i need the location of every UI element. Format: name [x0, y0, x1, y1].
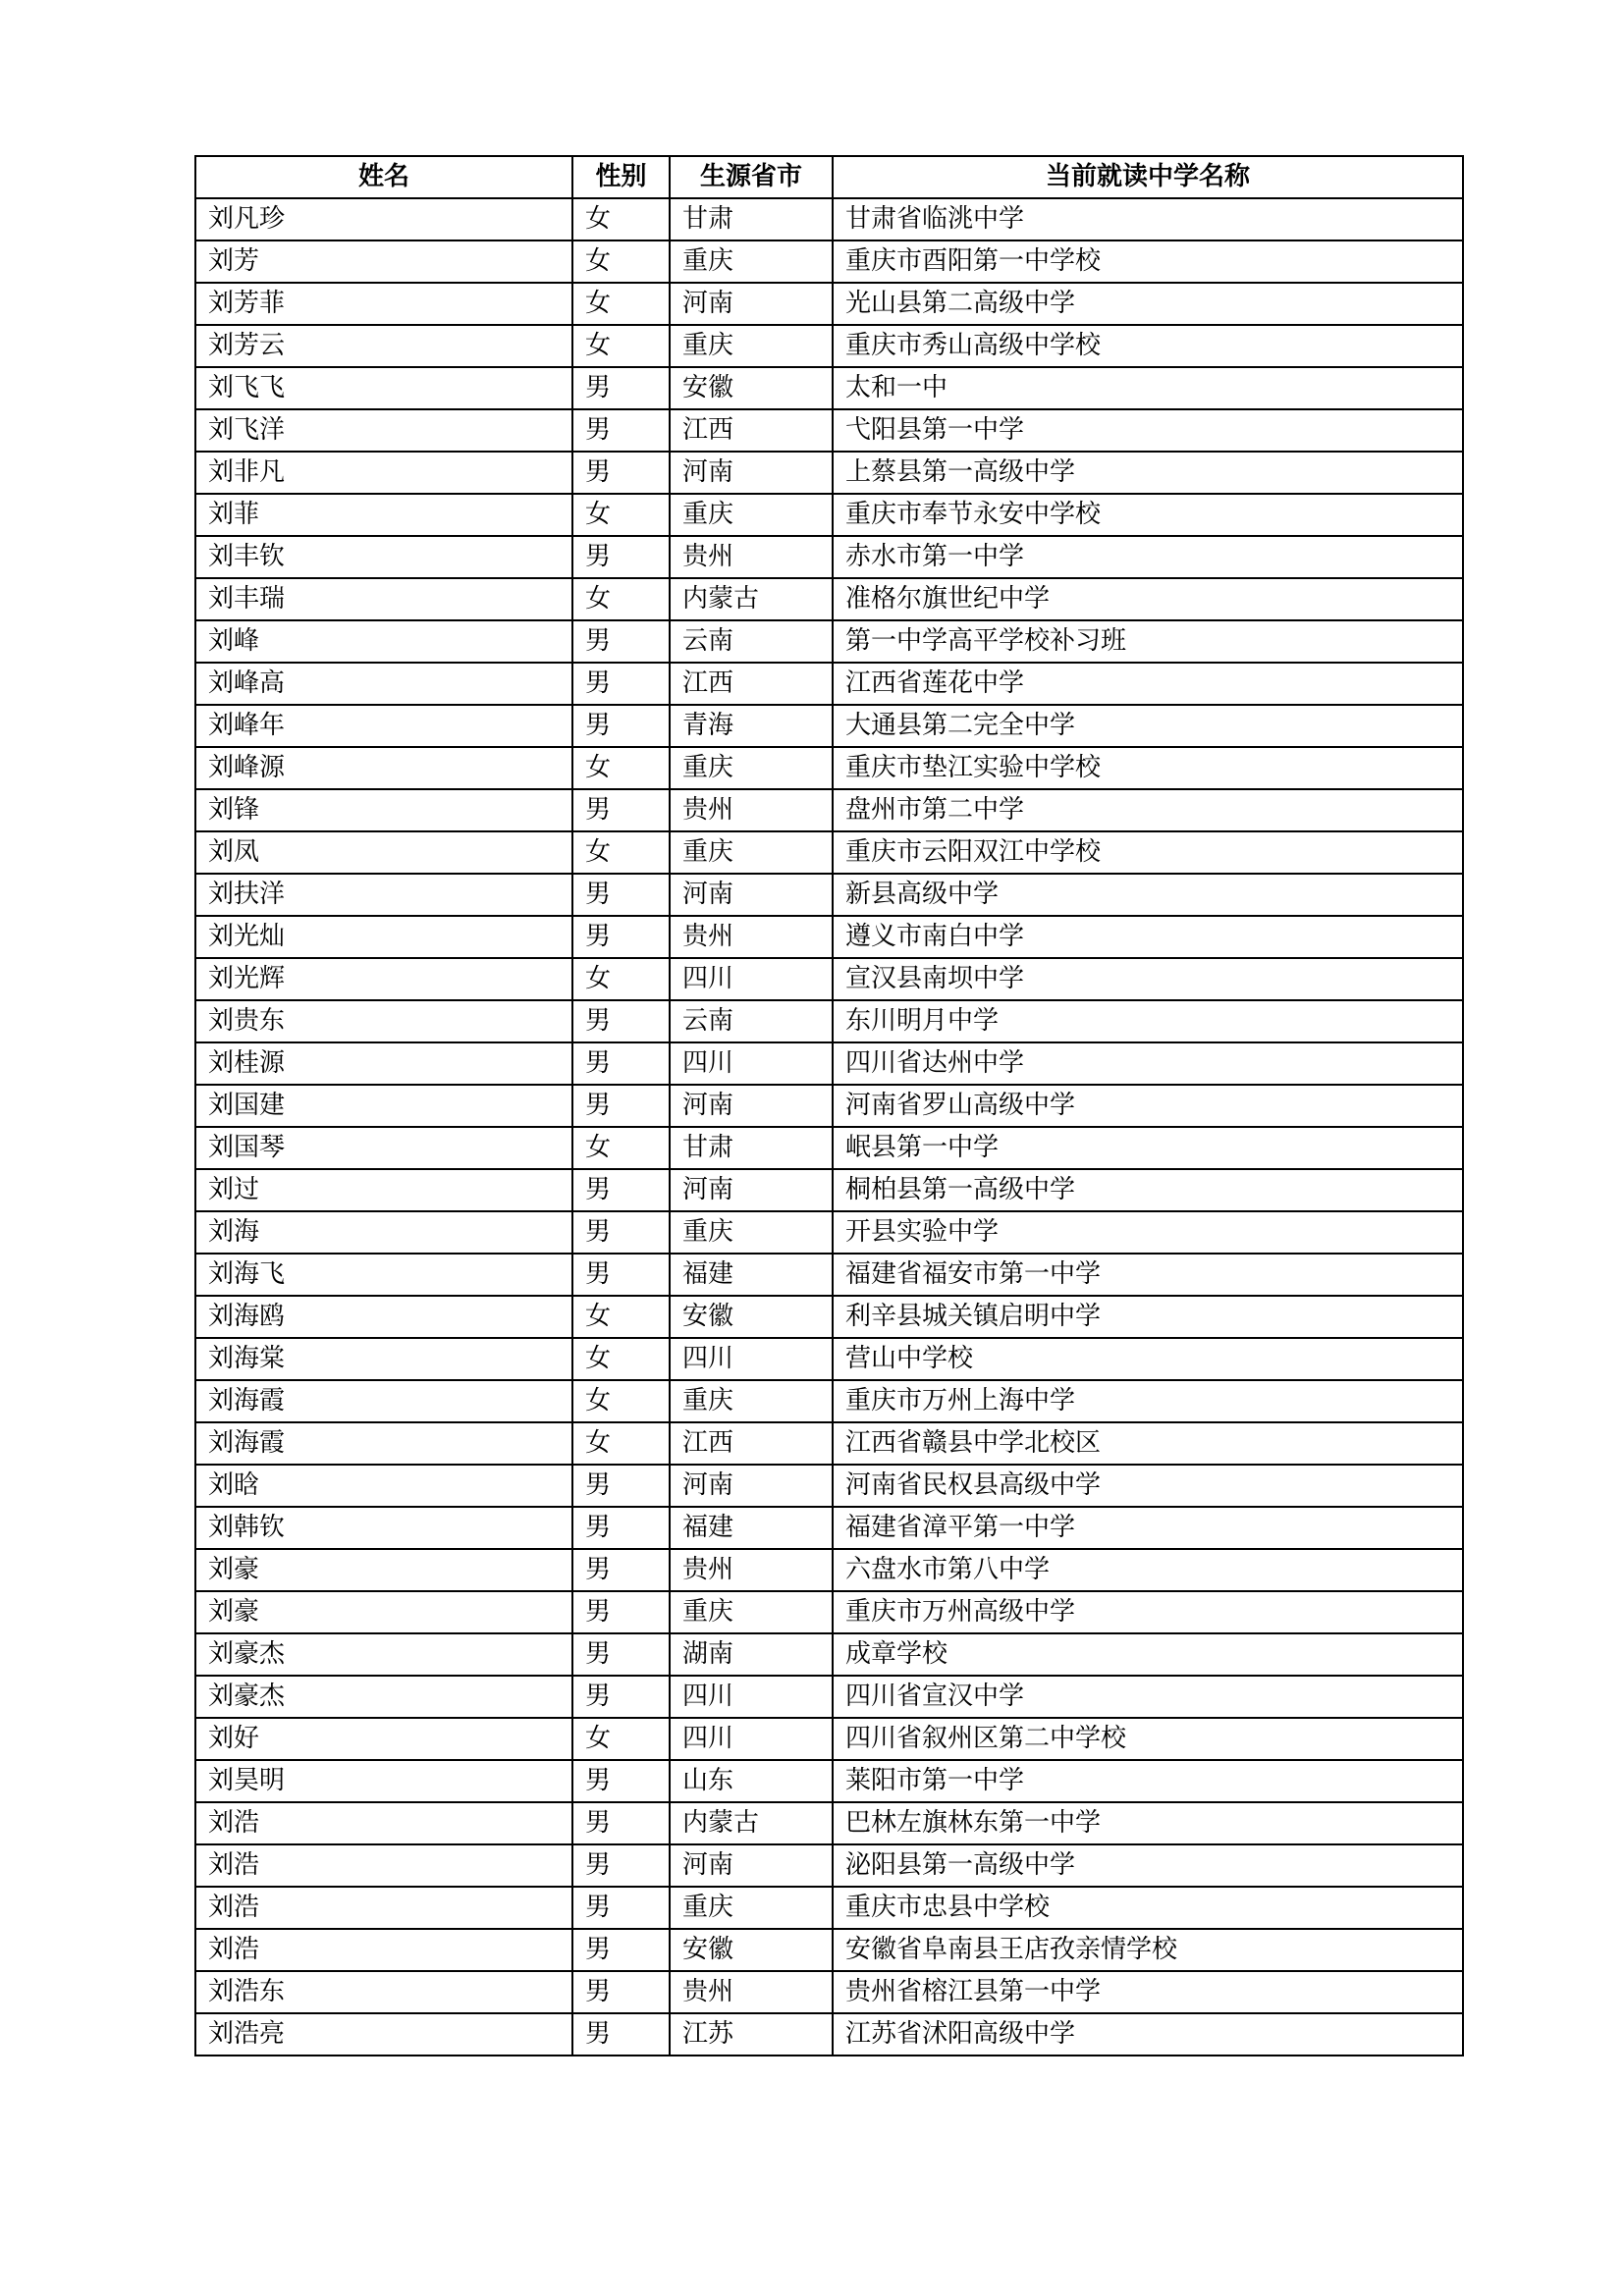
cell-gender: 女	[572, 1380, 670, 1422]
cell-school: 宣汉县南坝中学	[833, 958, 1463, 1000]
cell-school: 重庆市忠县中学校	[833, 1887, 1463, 1929]
cell-school: 江苏省沭阳高级中学	[833, 2013, 1463, 2056]
cell-name: 刘昊明	[195, 1760, 572, 1802]
cell-school: 重庆市万州高级中学	[833, 1591, 1463, 1633]
cell-gender: 女	[572, 240, 670, 283]
cell-school: 成章学校	[833, 1633, 1463, 1676]
cell-school: 泌阳县第一高级中学	[833, 1844, 1463, 1887]
table-row	[195, 1211, 1463, 1254]
cell-province: 内蒙古	[670, 1802, 833, 1844]
cell-gender: 男	[572, 916, 670, 958]
cell-province: 贵州	[670, 789, 833, 831]
cell-school: 四川省达州中学	[833, 1042, 1463, 1085]
table-row	[195, 1844, 1463, 1887]
table-row	[195, 1085, 1463, 1127]
cell-name: 刘飞飞	[195, 367, 572, 409]
cell-gender: 男	[572, 1971, 670, 2013]
cell-school: 大通县第二完全中学	[833, 705, 1463, 747]
cell-gender: 男	[572, 1042, 670, 1085]
cell-gender: 男	[572, 1929, 670, 1971]
cell-school: 重庆市奉节永安中学校	[833, 494, 1463, 536]
cell-school: 遵义市南白中学	[833, 916, 1463, 958]
cell-school: 河南省罗山高级中学	[833, 1085, 1463, 1127]
cell-gender: 男	[572, 1085, 670, 1127]
cell-school: 重庆市垫江实验中学校	[833, 747, 1463, 789]
cell-province: 四川	[670, 958, 833, 1000]
cell-name: 刘国建	[195, 1085, 572, 1127]
cell-province: 河南	[670, 874, 833, 916]
cell-name: 刘豪杰	[195, 1633, 572, 1676]
cell-gender: 男	[572, 1507, 670, 1549]
cell-name: 刘晗	[195, 1465, 572, 1507]
table-row	[195, 1000, 1463, 1042]
cell-school: 开县实验中学	[833, 1211, 1463, 1254]
cell-name: 刘芳菲	[195, 283, 572, 325]
cell-province: 重庆	[670, 1380, 833, 1422]
cell-name: 刘海霞	[195, 1380, 572, 1422]
cell-gender: 女	[572, 1296, 670, 1338]
table-row	[195, 1802, 1463, 1844]
table-row	[195, 1127, 1463, 1169]
cell-name: 刘峰源	[195, 747, 572, 789]
cell-gender: 女	[572, 494, 670, 536]
cell-school: 江西省赣县中学北校区	[833, 1422, 1463, 1465]
cell-school: 巴林左旗林东第一中学	[833, 1802, 1463, 1844]
cell-name: 刘非凡	[195, 452, 572, 494]
cell-province: 内蒙古	[670, 578, 833, 620]
cell-school: 重庆市酉阳第一中学校	[833, 240, 1463, 283]
cell-province: 福建	[670, 1507, 833, 1549]
cell-school: 重庆市万州上海中学	[833, 1380, 1463, 1422]
cell-school: 赤水市第一中学	[833, 536, 1463, 578]
cell-gender: 女	[572, 283, 670, 325]
cell-school: 福建省福安市第一中学	[833, 1254, 1463, 1296]
header-province: 生源省市	[670, 156, 833, 198]
cell-gender: 男	[572, 1760, 670, 1802]
cell-name: 刘浩	[195, 1802, 572, 1844]
cell-province: 河南	[670, 1465, 833, 1507]
cell-school: 福建省漳平第一中学	[833, 1507, 1463, 1549]
cell-school: 光山县第二高级中学	[833, 283, 1463, 325]
cell-province: 河南	[670, 1169, 833, 1211]
cell-school: 盘州市第二中学	[833, 789, 1463, 831]
cell-name: 刘光灿	[195, 916, 572, 958]
cell-name: 刘凤	[195, 831, 572, 874]
cell-name: 刘过	[195, 1169, 572, 1211]
cell-name: 刘丰钦	[195, 536, 572, 578]
cell-name: 刘海	[195, 1211, 572, 1254]
cell-gender: 女	[572, 325, 670, 367]
cell-gender: 女	[572, 1338, 670, 1380]
cell-province: 甘肃	[670, 198, 833, 240]
cell-name: 刘浩	[195, 1887, 572, 1929]
cell-province: 云南	[670, 620, 833, 663]
table-row	[195, 1169, 1463, 1211]
cell-province: 贵州	[670, 916, 833, 958]
cell-name: 刘国琴	[195, 1127, 572, 1169]
cell-school: 安徽省阜南县王店孜亲情学校	[833, 1929, 1463, 1971]
cell-school: 太和一中	[833, 367, 1463, 409]
cell-gender: 女	[572, 198, 670, 240]
cell-name: 刘韩钦	[195, 1507, 572, 1549]
table-row	[195, 1676, 1463, 1718]
cell-province: 河南	[670, 452, 833, 494]
cell-name: 刘峰年	[195, 705, 572, 747]
cell-school: 江西省莲花中学	[833, 663, 1463, 705]
cell-province: 贵州	[670, 536, 833, 578]
cell-gender: 男	[572, 705, 670, 747]
table-row	[195, 705, 1463, 747]
cell-gender: 女	[572, 1422, 670, 1465]
table-row	[195, 1929, 1463, 1971]
cell-gender: 男	[572, 1000, 670, 1042]
cell-gender: 男	[572, 1549, 670, 1591]
cell-province: 河南	[670, 1844, 833, 1887]
cell-province: 贵州	[670, 1971, 833, 2013]
cell-gender: 女	[572, 747, 670, 789]
cell-name: 刘海鸥	[195, 1296, 572, 1338]
cell-gender: 男	[572, 367, 670, 409]
cell-gender: 男	[572, 1254, 670, 1296]
table-row	[195, 198, 1463, 240]
cell-gender: 男	[572, 409, 670, 452]
table-row	[195, 663, 1463, 705]
cell-school: 重庆市秀山高级中学校	[833, 325, 1463, 367]
table-row	[195, 1887, 1463, 1929]
table-row	[195, 958, 1463, 1000]
table-row	[195, 916, 1463, 958]
cell-province: 甘肃	[670, 1127, 833, 1169]
table-row	[195, 1971, 1463, 2013]
header-name: 姓名	[195, 156, 572, 198]
table-row	[195, 1507, 1463, 1549]
cell-province: 重庆	[670, 1211, 833, 1254]
table-row	[195, 1465, 1463, 1507]
cell-name: 刘浩	[195, 1844, 572, 1887]
table-row	[195, 789, 1463, 831]
cell-school: 岷县第一中学	[833, 1127, 1463, 1169]
table-row	[195, 536, 1463, 578]
cell-school: 河南省民权县高级中学	[833, 1465, 1463, 1507]
table-row	[195, 1042, 1463, 1085]
cell-gender: 女	[572, 831, 670, 874]
cell-province: 江西	[670, 1422, 833, 1465]
table-row	[195, 2013, 1463, 2056]
cell-school: 利辛县城关镇启明中学	[833, 1296, 1463, 1338]
cell-name: 刘海霞	[195, 1422, 572, 1465]
cell-name: 刘光辉	[195, 958, 572, 1000]
table-row	[195, 325, 1463, 367]
cell-name: 刘海棠	[195, 1338, 572, 1380]
cell-school: 重庆市云阳双江中学校	[833, 831, 1463, 874]
cell-school: 六盘水市第八中学	[833, 1549, 1463, 1591]
cell-province: 福建	[670, 1254, 833, 1296]
cell-gender: 男	[572, 1802, 670, 1844]
cell-province: 重庆	[670, 240, 833, 283]
cell-name: 刘芳	[195, 240, 572, 283]
header-school: 当前就读中学名称	[833, 156, 1463, 198]
cell-gender: 男	[572, 1676, 670, 1718]
cell-province: 江苏	[670, 2013, 833, 2056]
cell-name: 刘峰	[195, 620, 572, 663]
cell-province: 四川	[670, 1718, 833, 1760]
cell-name: 刘峰高	[195, 663, 572, 705]
cell-gender: 男	[572, 1465, 670, 1507]
table-row	[195, 1380, 1463, 1422]
header-gender: 性别	[572, 156, 670, 198]
student-table	[194, 155, 1464, 2056]
cell-province: 安徽	[670, 1296, 833, 1338]
table-row	[195, 1591, 1463, 1633]
cell-province: 重庆	[670, 747, 833, 789]
cell-name: 刘豪	[195, 1549, 572, 1591]
table-row	[195, 1760, 1463, 1802]
cell-school: 四川省宣汉中学	[833, 1676, 1463, 1718]
cell-province: 重庆	[670, 831, 833, 874]
cell-name: 刘好	[195, 1718, 572, 1760]
cell-name: 刘丰瑞	[195, 578, 572, 620]
cell-school: 营山中学校	[833, 1338, 1463, 1380]
cell-name: 刘飞洋	[195, 409, 572, 452]
cell-province: 青海	[670, 705, 833, 747]
table-row	[195, 1338, 1463, 1380]
cell-name: 刘豪	[195, 1591, 572, 1633]
cell-name: 刘浩东	[195, 1971, 572, 2013]
cell-name: 刘浩亮	[195, 2013, 572, 2056]
cell-gender: 男	[572, 874, 670, 916]
cell-province: 重庆	[670, 1591, 833, 1633]
cell-school: 弋阳县第一中学	[833, 409, 1463, 452]
cell-gender: 女	[572, 1718, 670, 1760]
table-row	[195, 240, 1463, 283]
cell-province: 江西	[670, 409, 833, 452]
cell-province: 重庆	[670, 325, 833, 367]
cell-name: 刘芳云	[195, 325, 572, 367]
cell-school: 桐柏县第一高级中学	[833, 1169, 1463, 1211]
cell-name: 刘桂源	[195, 1042, 572, 1085]
cell-gender: 男	[572, 1591, 670, 1633]
table-row	[195, 409, 1463, 452]
cell-school: 莱阳市第一中学	[833, 1760, 1463, 1802]
cell-province: 河南	[670, 1085, 833, 1127]
cell-province: 重庆	[670, 494, 833, 536]
cell-school: 东川明月中学	[833, 1000, 1463, 1042]
cell-province: 河南	[670, 283, 833, 325]
table-row	[195, 452, 1463, 494]
cell-school: 贵州省榕江县第一中学	[833, 1971, 1463, 2013]
cell-province: 安徽	[670, 367, 833, 409]
cell-province: 贵州	[670, 1549, 833, 1591]
cell-province: 四川	[670, 1676, 833, 1718]
cell-gender: 男	[572, 1887, 670, 1929]
table-row	[195, 747, 1463, 789]
header-row	[195, 156, 1463, 198]
table-row	[195, 1633, 1463, 1676]
cell-province: 山东	[670, 1760, 833, 1802]
cell-province: 湖南	[670, 1633, 833, 1676]
table-row	[195, 831, 1463, 874]
table-row	[195, 620, 1463, 663]
cell-school: 准格尔旗世纪中学	[833, 578, 1463, 620]
cell-school: 甘肃省临洮中学	[833, 198, 1463, 240]
cell-name: 刘菲	[195, 494, 572, 536]
table-row	[195, 874, 1463, 916]
cell-gender: 女	[572, 578, 670, 620]
cell-gender: 男	[572, 536, 670, 578]
cell-province: 四川	[670, 1338, 833, 1380]
cell-gender: 男	[572, 1844, 670, 1887]
cell-gender: 男	[572, 1633, 670, 1676]
cell-gender: 女	[572, 958, 670, 1000]
cell-name: 刘贵东	[195, 1000, 572, 1042]
cell-name: 刘海飞	[195, 1254, 572, 1296]
table-row	[195, 1422, 1463, 1465]
cell-gender: 女	[572, 1127, 670, 1169]
cell-gender: 男	[572, 1169, 670, 1211]
cell-gender: 男	[572, 2013, 670, 2056]
cell-name: 刘扶洋	[195, 874, 572, 916]
table-row	[195, 367, 1463, 409]
cell-gender: 男	[572, 789, 670, 831]
table-row	[195, 578, 1463, 620]
cell-gender: 男	[572, 620, 670, 663]
table-row	[195, 1549, 1463, 1591]
cell-name: 刘浩	[195, 1929, 572, 1971]
cell-name: 刘锋	[195, 789, 572, 831]
cell-school: 第一中学高平学校补习班	[833, 620, 1463, 663]
cell-school: 四川省叙州区第二中学校	[833, 1718, 1463, 1760]
cell-province: 云南	[670, 1000, 833, 1042]
table-row	[195, 1254, 1463, 1296]
cell-province: 江西	[670, 663, 833, 705]
table-row	[195, 494, 1463, 536]
cell-name: 刘豪杰	[195, 1676, 572, 1718]
cell-province: 安徽	[670, 1929, 833, 1971]
cell-school: 上蔡县第一高级中学	[833, 452, 1463, 494]
table-row	[195, 283, 1463, 325]
cell-school: 新县高级中学	[833, 874, 1463, 916]
cell-gender: 男	[572, 663, 670, 705]
table-row	[195, 1718, 1463, 1760]
table-row	[195, 1296, 1463, 1338]
cell-gender: 男	[572, 452, 670, 494]
cell-name: 刘凡珍	[195, 198, 572, 240]
cell-province: 重庆	[670, 1887, 833, 1929]
cell-province: 四川	[670, 1042, 833, 1085]
cell-gender: 男	[572, 1211, 670, 1254]
